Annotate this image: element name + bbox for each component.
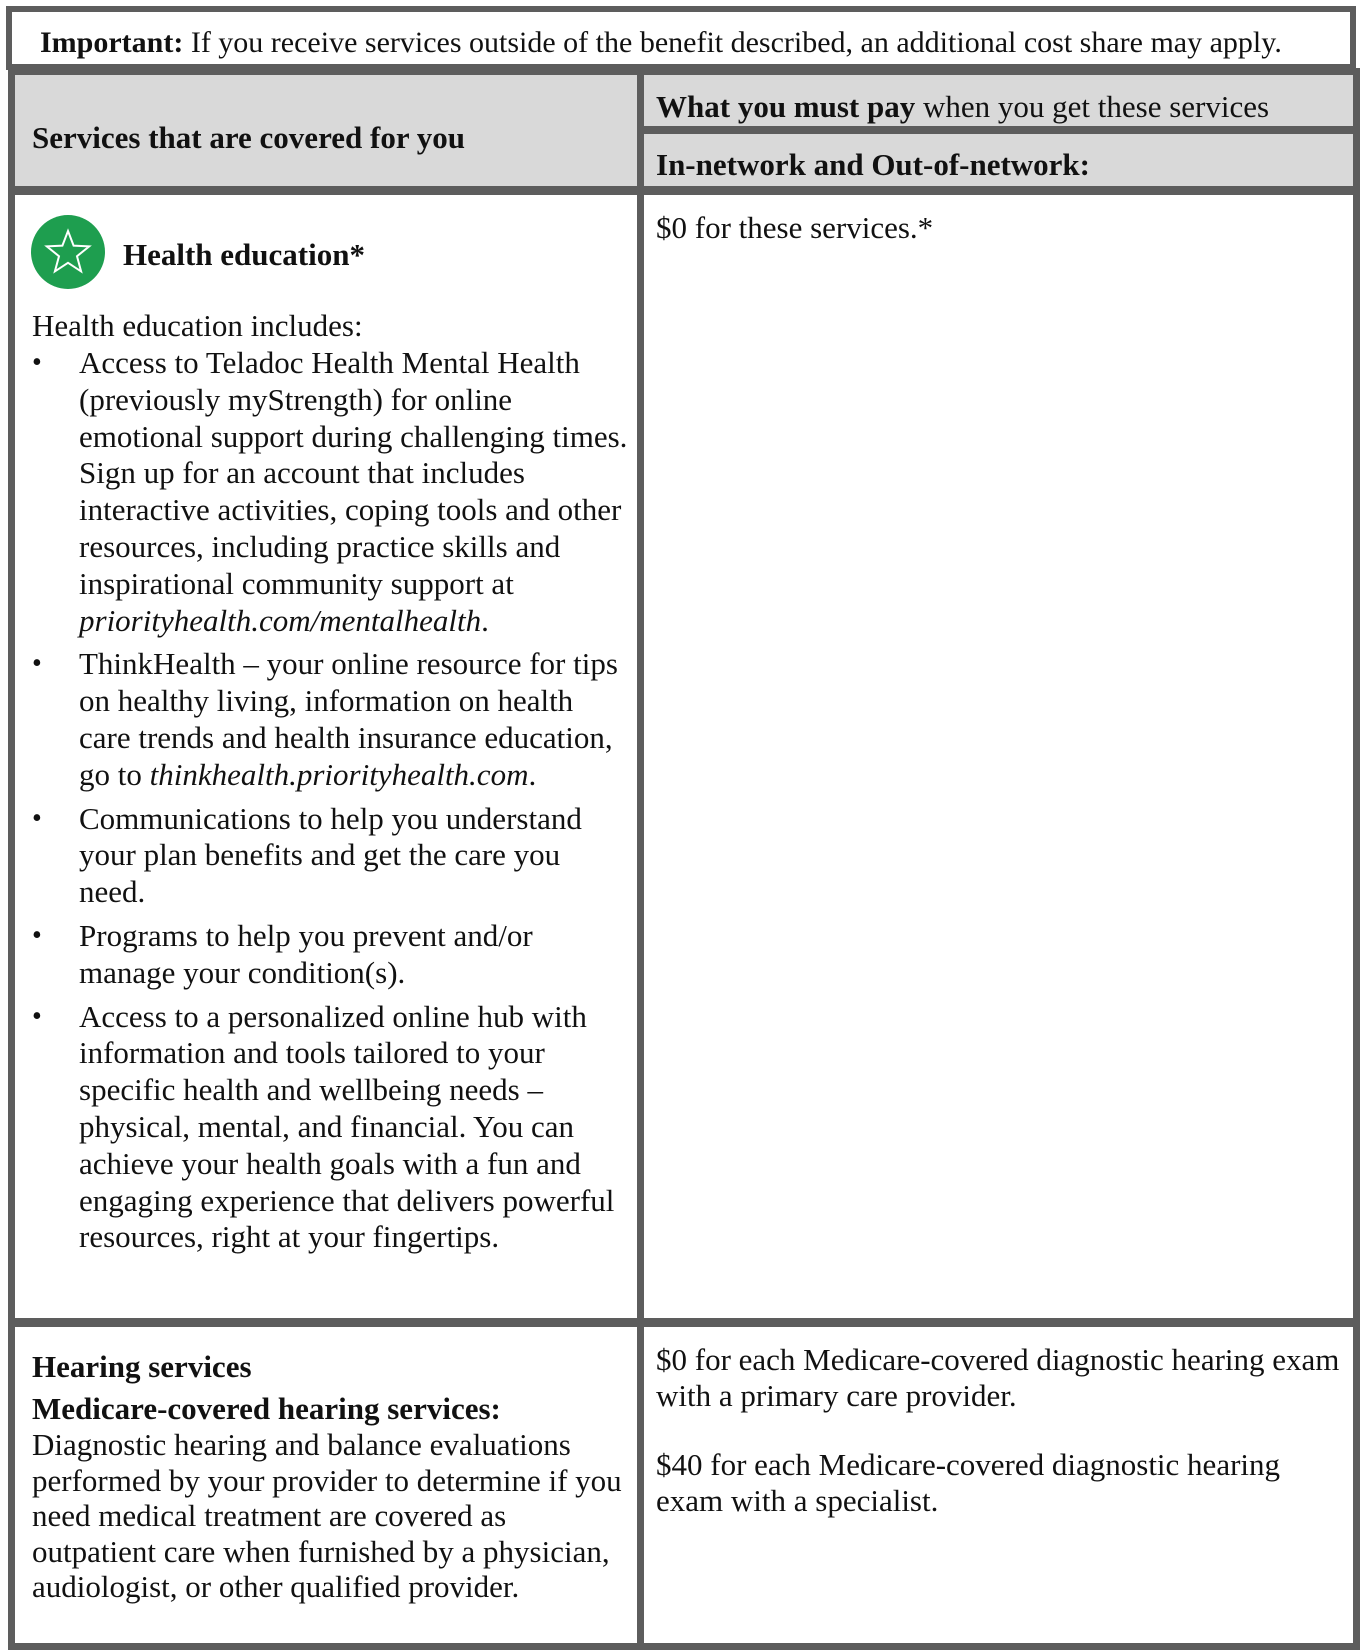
hearing-services-body: Diagnostic hearing and balance evaluations performed by your provider to determine if you need medical treatment are covered as outpatient care when furnished by a physician, audiologist, or other qualified provider. [32,1427,622,1604]
list-item: • Access to a personalized online hub with information and tools tailored to your specific health and wellbeing needs – physical, mental, and financial. You can achieve your health goals with a fun and engaging experience that delivers powerful resources, right at your fingertips. [32,999,632,1257]
hearing-services-subtitle: Medicare-covered hearing services: [32,1391,501,1426]
list-item: • Programs to help you prevent and/or manage your condition(s). [32,918,632,992]
health-education-list [32,345,632,1263]
hearing-services-cost-cell [640,1320,1360,1650]
pay-column-rest: when you get these services [923,89,1270,124]
pay-column-bold: What you must pay [656,89,916,124]
pay-column-title [656,89,1269,125]
important-label: Important: [40,26,184,59]
important-banner [6,6,1356,70]
health-education-cost: $0 for these services.* [656,210,934,245]
network-label: In-network and Out-of-network: [656,147,1090,182]
hearing-cost-specialist: $40 for each Medicare-covered diagnostic hearing exam with a specialist. [656,1447,1281,1518]
mentalhealth-link[interactable]: priorityhealth.com/mentalhealth [79,602,482,638]
list-item: • Communications to help you understand your plan benefits and get the care you need. [32,801,632,911]
important-text: If you receive services outside of the benefit described, an additional cost share may apply. [190,26,1282,59]
services-column-title: Services that are covered for you [32,120,466,155]
health-education-cell [8,188,641,1325]
hearing-services-title: Hearing services [32,1349,252,1384]
services-column-header [8,68,641,193]
health-education-title: Health education* [123,237,365,272]
hearing-services-cell [8,1320,641,1650]
list-item: • Access to Teladoc Health Mental Health (previously myStrength) for online emotional support during challenging times. Sign up for an account that includes interactive activities, coping tools and other resources, including practice skills and inspirational community support at priorityhealth.com/mentalhealth. [32,345,632,639]
star-icon [31,215,105,289]
pay-column-header [640,68,1360,133]
network-header [640,127,1360,193]
list-item: • ThinkHealth – your online resource for tips on healthy living, information on health care trends and health insurance education, go to thinkhealth.priorityhealth.com. [32,646,632,793]
hearing-cost-primary: $0 for each Medicare-covered diagnostic hearing exam with a primary care provider. [656,1342,1340,1413]
health-education-intro: Health education includes: [32,308,363,343]
health-education-cost-cell [640,188,1360,1325]
thinkhealth-link[interactable]: thinkhealth.priorityhealth.com [149,756,529,792]
star-icon-graphic [31,215,105,289]
